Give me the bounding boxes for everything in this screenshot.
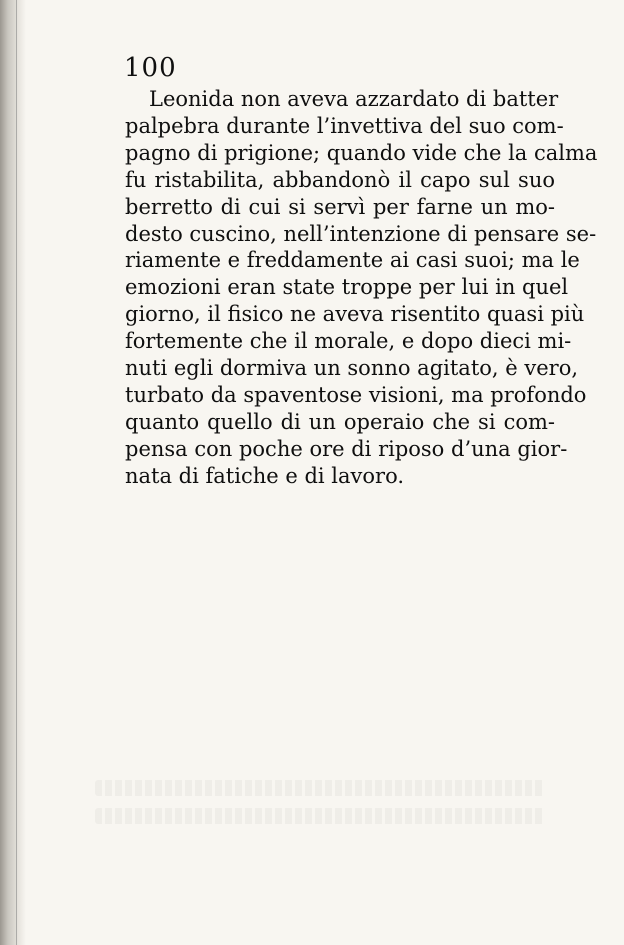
text-line: desto cuscino, nell’intenzione di pensare se- xyxy=(125,221,597,246)
text-line: riamente e freddamente ai casi suoi; ma le xyxy=(125,248,580,273)
text-line: quanto quello di un operaio che si com- xyxy=(125,409,555,434)
paragraph xyxy=(125,86,598,490)
show-through-shadow xyxy=(95,780,545,796)
page-binding-line xyxy=(16,0,17,945)
page-number: 100 xyxy=(124,53,177,83)
text-line: palpebra durante l’invettiva del suo com- xyxy=(125,113,564,138)
text-line: nata di fatiche e di lavoro. xyxy=(125,463,405,488)
text-line: fu ristabilita, abbandonò il capo sul suo xyxy=(125,167,555,192)
text-line: fortemente che il morale, e dopo dieci mi- xyxy=(125,329,572,354)
text-line: berretto di cui si servì per farne un mo- xyxy=(125,194,555,219)
text-line: emozioni eran state troppe per lui in quel xyxy=(125,275,569,300)
text-line: giorno, il fisico ne aveva risentito quasi più xyxy=(125,302,585,327)
page-gutter-shadow xyxy=(0,0,26,945)
text-line: Leonida non aveva azzardato di batter xyxy=(149,87,559,111)
text-line: pensa con poche ore di riposo d’una gior- xyxy=(125,436,568,461)
text-line: turbato da spaventose visioni, ma profondo xyxy=(125,382,587,407)
text-line: pagno di prigione; quando vide che la calma xyxy=(125,140,598,165)
text-line: nuti egli dormiva un sonno agitato, è vero, xyxy=(125,356,579,381)
show-through-shadow xyxy=(95,808,545,824)
